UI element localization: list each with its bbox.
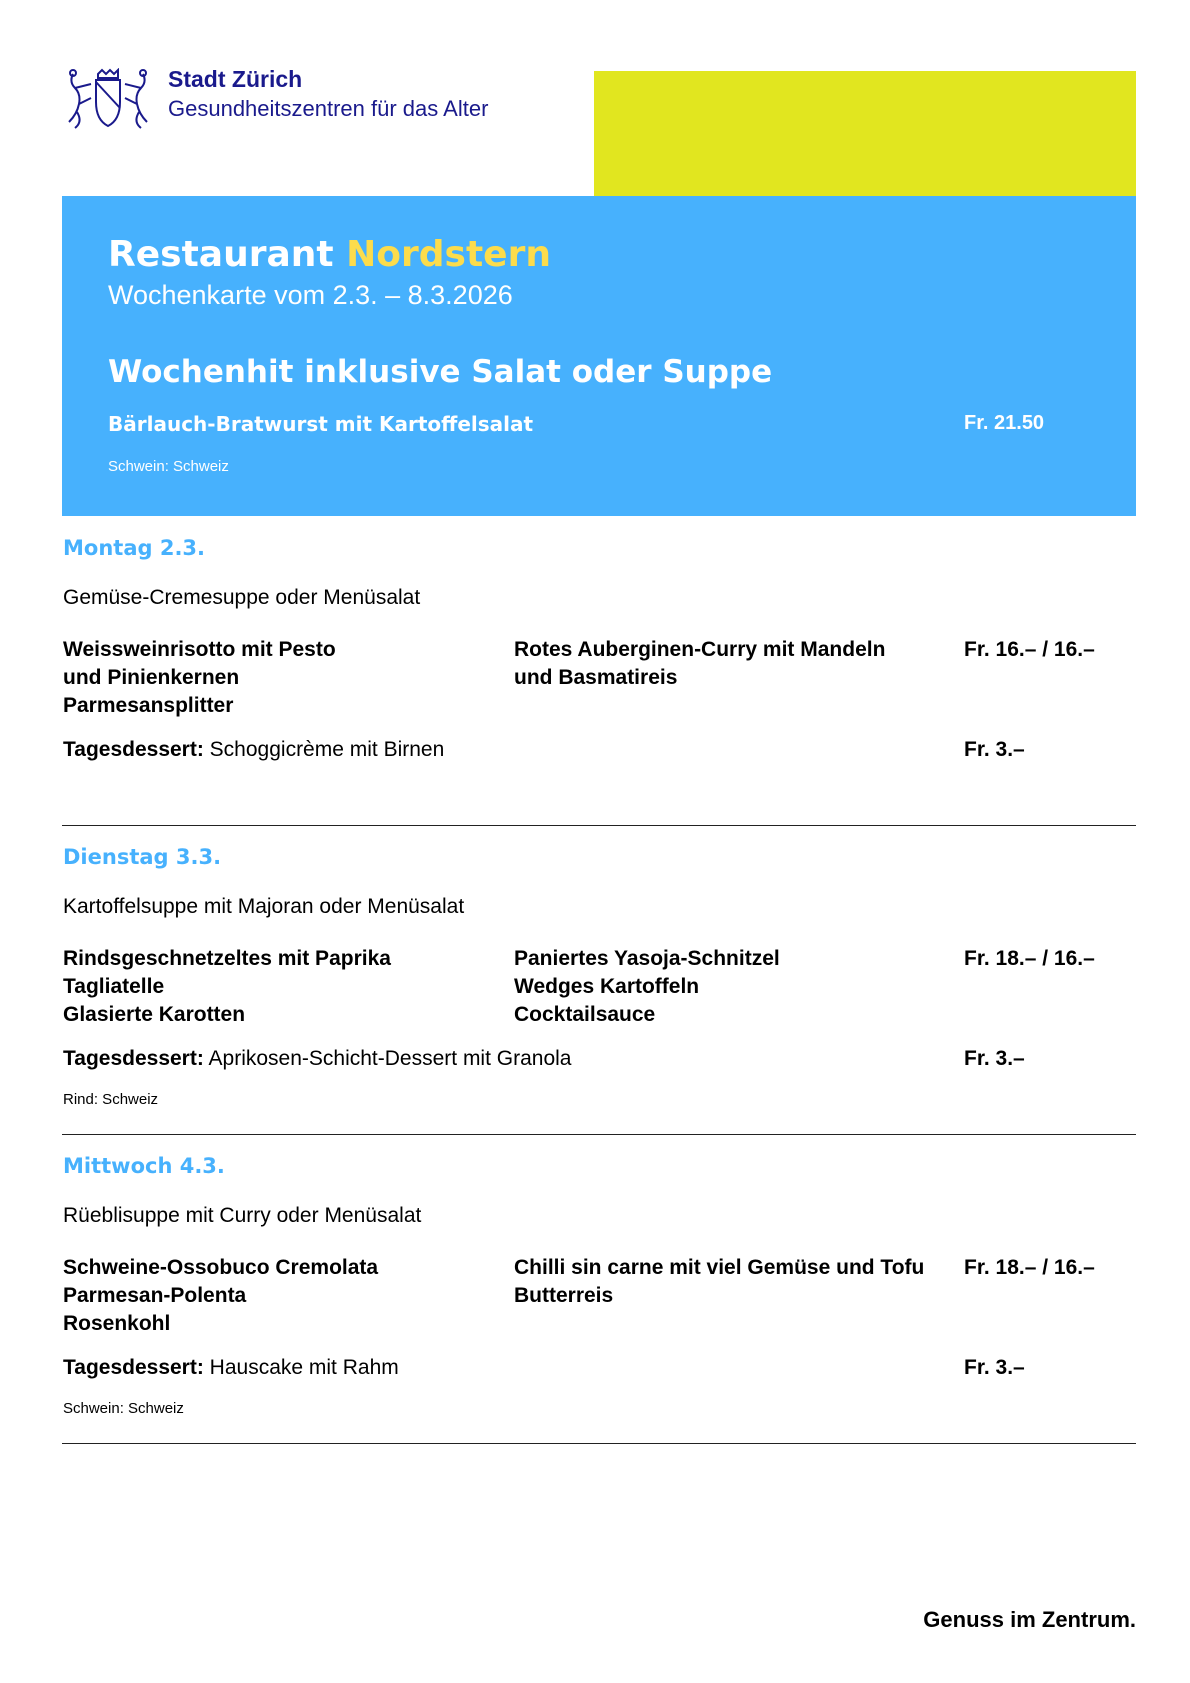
dessert-text: Schoggicrème mit Birnen <box>203 738 445 761</box>
soup-option: Rüeblisuppe mit Curry oder Menüsalat <box>63 1204 422 1227</box>
week-range: Wochenkarte vom 2.3. – 8.3.2026 <box>108 280 513 310</box>
dessert <box>63 1047 571 1071</box>
dessert <box>63 1356 399 1380</box>
weekly-hit-origin: Schwein: Schweiz <box>108 458 229 475</box>
org-name: Stadt Zürich <box>168 66 303 92</box>
dessert-price: Fr. 3.– <box>964 1356 1025 1379</box>
dessert <box>63 738 444 762</box>
menu-a: Rindsgeschnetzeltes mit Paprika Tagliatelle Glasierte Karotten <box>63 947 391 1026</box>
footer-slogan: Genuss im Zentrum. <box>923 1607 1136 1632</box>
menu-price: Fr. 18.– / 16.– <box>964 1256 1095 1279</box>
dessert-price: Fr. 3.– <box>964 1047 1025 1070</box>
soup-option: Gemüse-Cremesuppe oder Menüsalat <box>63 586 421 609</box>
restaurant-title-prefix: Restaurant <box>108 234 347 275</box>
dessert-price: Fr. 3.– <box>964 738 1025 761</box>
zurich-coat-of-arms-icon <box>65 68 151 130</box>
dessert-text: Aprikosen-Schicht-Dessert mit Granola <box>203 1047 572 1070</box>
menu-b: Chilli sin carne mit viel Gemüse und Tofu Butterreis <box>514 1256 925 1307</box>
weekly-hit-price: Fr. 21.50 <box>964 412 1045 434</box>
menu-a: Schweine-Ossobuco Cremolata Parmesan-Polenta Rosenkohl <box>63 1256 379 1335</box>
day-section-wednesday <box>62 1134 1136 1444</box>
menu-a: Weissweinrisotto mit Pesto und Pinienkernen Parmesansplitter <box>63 638 336 717</box>
restaurant-title <box>108 234 551 275</box>
divider <box>62 1443 1136 1444</box>
dessert-label: Tagesdessert: <box>63 738 204 761</box>
dessert-label: Tagesdessert: <box>63 1047 204 1070</box>
decorative-yellow-block <box>594 71 1136 196</box>
day-title: Dienstag 3.3. <box>63 845 222 869</box>
day-section-monday <box>62 516 1136 826</box>
meat-origin: Rind: Schweiz <box>63 1091 159 1108</box>
menu-price: Fr. 18.– / 16.– <box>964 947 1095 970</box>
day-title: Mittwoch 4.3. <box>63 1154 225 1178</box>
weekly-hit-dish: Bärlauch-Bratwurst mit Kartoffelsalat <box>108 412 534 436</box>
menu-price: Fr. 16.– / 16.– <box>964 638 1095 661</box>
menu-b: Rotes Auberginen-Curry mit Mandeln und Basmatireis <box>514 638 886 689</box>
banner <box>62 196 1136 516</box>
meat-origin: Schwein: Schweiz <box>63 1400 184 1417</box>
dessert-label: Tagesdessert: <box>63 1356 204 1379</box>
menu-b: Paniertes Yasoja-Schnitzel Wedges Kartoffeln Cocktailsauce <box>514 947 780 1026</box>
dessert-text: Hauscake mit Rahm <box>203 1356 399 1379</box>
restaurant-name: Nordstern <box>346 234 551 275</box>
weekly-hit-heading: Wochenhit inklusive Salat oder Suppe <box>108 354 773 390</box>
soup-option: Kartoffelsuppe mit Majoran oder Menüsalat <box>63 895 465 918</box>
org-subtitle: Gesundheitszentren für das Alter <box>168 96 489 121</box>
day-section-tuesday <box>62 825 1136 1135</box>
day-title: Montag 2.3. <box>63 536 206 560</box>
